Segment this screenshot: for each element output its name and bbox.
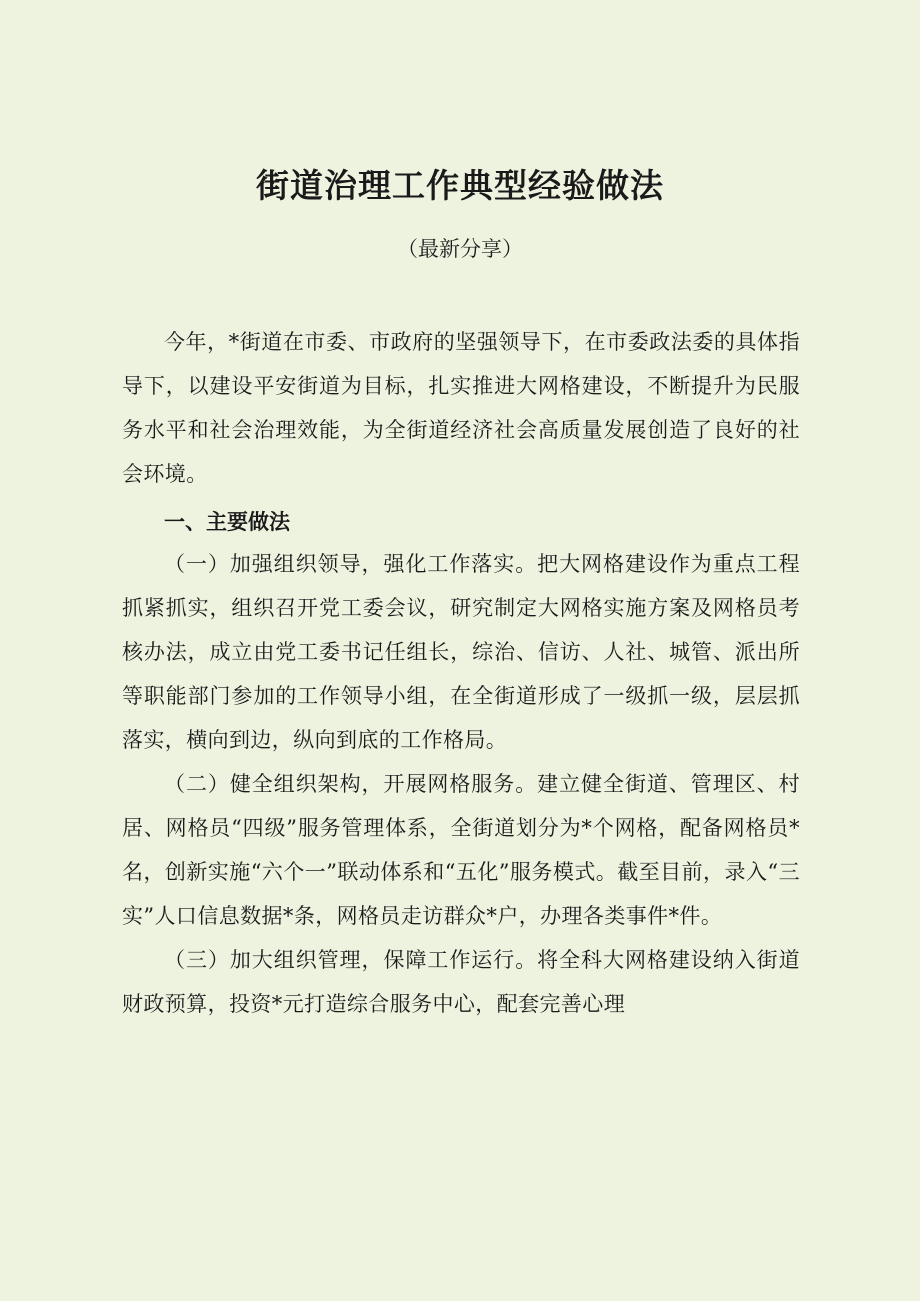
paragraph-3: （三）加大组织管理，保障工作运行。将全科大网格建设纳入街道财政预算，投资*元打造综合服务中心，配套完善心理 xyxy=(122,948,800,1016)
document-body xyxy=(122,320,800,1026)
intro-paragraph: 今年，*街道在市委、市政府的坚强领导下，在市委政法委的具体指导下，以建设平安街道为目标，扎实推进大网格建设，不断提升为民服务水平和社会治理效能，为全街道经济社会高质量发展创造了良好的社会环境。 xyxy=(122,330,800,486)
paragraph-1: （一）加强组织领导，强化工作落实。把大网格建设作为重点工程抓紧抓实，组织召开党工委会议，研究制定大网格实施方案及网格员考核办法，成立由党工委书记任组长，综治、信访、人社、城管、派出所等职能部门参加的工作领导小组，在全街道形成了一级抓一级，层层抓落实，横向到边，纵向到底的工作格局。 xyxy=(122,552,800,752)
document-title: 街道治理工作典型经验做法 xyxy=(256,166,664,205)
paragraph-2: （二）健全组织架构，开展网格服务。建立健全街道、管理区、村居、网格员“四级”服务管理体系，全街道划分为*个网格，配备网格员*名，创新实施“六个一”联动体系和“五化”服务模式。截至目前，录入“三实”人口信息数据*条，网格员走访群众*户，办理各类事件*件。 xyxy=(122,772,800,928)
document-subtitle: （最新分享） xyxy=(397,237,523,261)
section-heading-main-practices: 一、主要做法 xyxy=(164,510,290,534)
